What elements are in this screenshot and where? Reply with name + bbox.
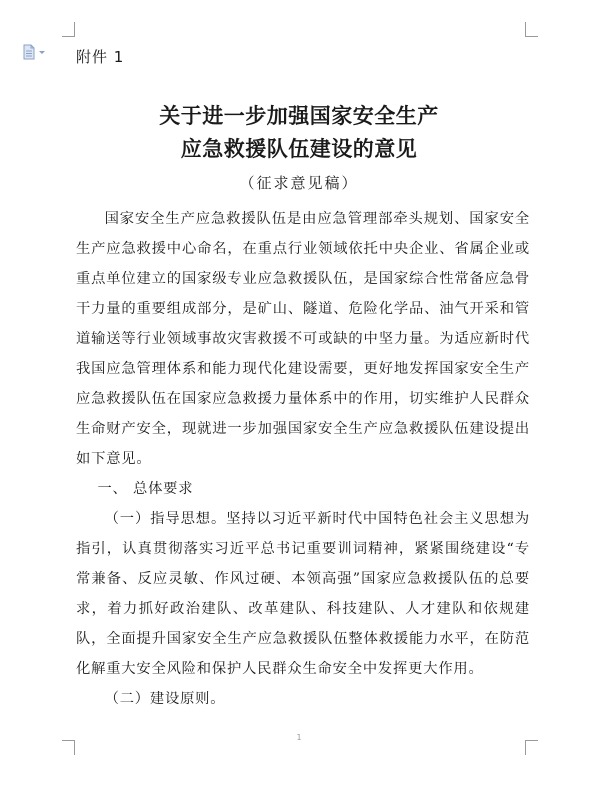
chevron-down-icon — [39, 51, 45, 54]
document-title-line-1: 关于进一步加强国家安全生产 — [159, 104, 439, 128]
intro-paragraph: 国家安全生产应急救援队伍是由应急管理部牵头规划、国家安全生产应急救援中心命名，在重点行业领域依托中央企业、省属企业或重点单位建立的国家级专业应急救援队伍，是国家综合性常备应急骨干力量的重要组成部分，是矿山、隧道、危险化学品、油气开采和管道输送等行业领域事故灾害救援不可或缺的中坚力量。为适应新时代我国应急管理体系和能力现代化建设需要，更好地发挥国家安全生产应急救援队伍在国家应急救援力量体系中的作用，切实维护人民群众生命财产安全，现就进一步加强国家安全生产应急救援队伍建设提出如下意见。 — [76, 211, 530, 467]
document-icon[interactable] — [22, 44, 48, 60]
document-title-line-2: 应急救援队伍建设的意见 — [180, 137, 418, 161]
crop-mark-top-left — [62, 22, 75, 37]
crop-mark-top-right — [525, 22, 538, 37]
section-heading: 一、 总体要求 — [97, 481, 194, 497]
crop-mark-bottom-right — [525, 740, 538, 755]
crop-mark-bottom-left — [62, 740, 75, 755]
principles-paragraph: （二）建设原则。 — [104, 691, 226, 707]
guiding-thought-paragraph: （一）指导思想。坚持以习近平新时代中国特色社会主义思想为指引，认真贯彻落实习近平总书记重要训词精神，紧紧围绕建设“专常兼备、反应灵敏、作风过硬、本领高强”国家应急救援队伍的总要求，着力抓好政治建队、改革建队、科技建队、人才建队和依规建队，全面提升国家安全生产应急救援队伍整体救援能力水平，在防范化解重大安全风险和保护人民群众生命安全中发挥更大作用。 — [76, 511, 530, 677]
document-body — [76, 204, 530, 714]
document-subtitle: （征求意见稿） — [239, 174, 359, 192]
attachment-label: 附件 1 — [76, 48, 125, 66]
page-number: 1 — [296, 733, 302, 742]
